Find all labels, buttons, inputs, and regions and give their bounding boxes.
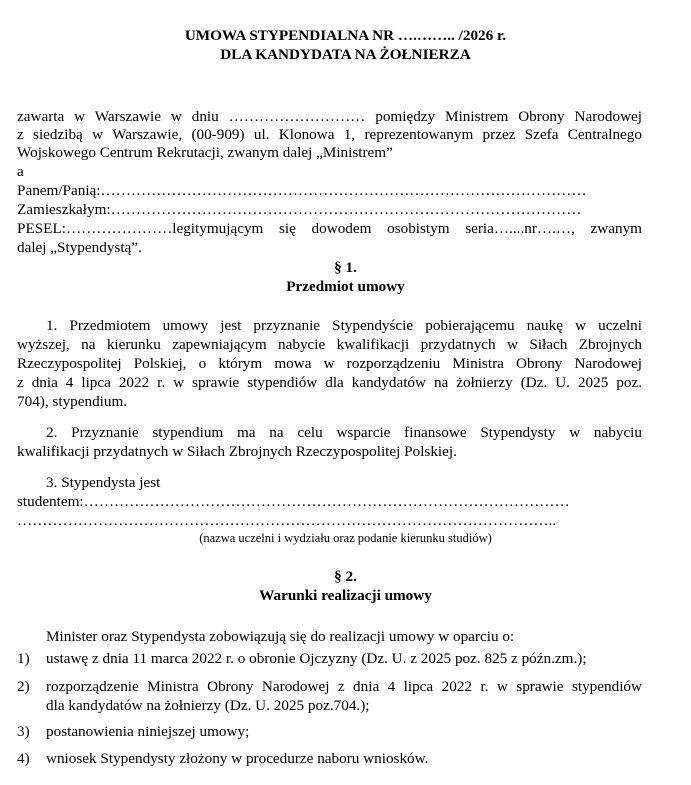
section1-p3-student: studentem:…………………………………………………………………………………… xyxy=(17,493,570,510)
intro-line-4: a xyxy=(17,163,24,180)
section1-p1-line2: wyższej, na kierunku zapewniającym nabycie kwalifikacji przydatnych w Siłach Zbrojnych xyxy=(17,336,642,353)
intro-line-1: zawarta w Warszawie w dniu ……………………… pomiędzy Ministrem Obrony Narodowej xyxy=(17,108,642,125)
list-item-1-text: ustawę z dnia 11 marca 2022 r. o obronie Ojczyzny (Dz. U. z 2025 poz. 825 z późn.zm.); xyxy=(46,650,587,667)
section1-p3-line1: 3. Stypendysta jest xyxy=(46,474,161,491)
section1-heading: Przedmiot umowy xyxy=(286,278,405,295)
list-item-2-text-line1: rozporządzenie Ministra Obrony Narodowej z dnia 4 lipca 2022 r. w sprawie stypendiów xyxy=(46,678,642,695)
intro-line-8: dalej „Stypendystą”. xyxy=(17,239,142,256)
intro-line-2: z siedzibą w Warszawie, (00-909) ul. Klonowa 1, reprezentowanym przez Szefa Centralnego xyxy=(17,126,642,143)
list-item-2-number: 2) xyxy=(17,678,30,695)
section1-number: § 1. xyxy=(334,259,357,276)
list-item-4-text: wniosek Stypendysty złożony w procedurze naboru wniosków. xyxy=(46,750,429,767)
section1-p3-note: (nazwa uczelni i wydziału oraz podanie kierunku studiów) xyxy=(199,531,492,545)
section2-number: § 2. xyxy=(334,568,357,585)
intro-line-pesel: PESEL:…………………legitymującym się dowodem osobistym seria…....nr….…, zwanym xyxy=(17,220,642,237)
section1-p2-line1: 2. Przyznanie stypendium ma na celu wsparcie finansowe Stypendysty w nabyciu xyxy=(46,424,642,441)
intro-line-3: Wojskowego Centrum Rekrutacji, zwanym dalej „Ministrem” xyxy=(17,144,393,161)
intro-line-address: Zamieszkałym:………………………………………………………………………………… xyxy=(17,201,582,218)
list-item-3-number: 3) xyxy=(17,723,30,740)
document-title-line1: UMOWA STYPENDIALNA NR ….…….. /2026 r. xyxy=(184,27,507,44)
section1-p1-line1: 1. Przedmiotem umowy jest przyznanie Stypendyście pobierającemu naukę w uczelni xyxy=(46,317,642,334)
list-item-4-number: 4) xyxy=(17,750,30,767)
list-item-1-number: 1) xyxy=(17,650,30,667)
section1-p1-line5: 704), stypendium. xyxy=(17,393,128,410)
section2-heading: Warunki realizacji umowy xyxy=(259,587,432,604)
section1-p3-dots: …………………………………………………………………………………………….. xyxy=(17,512,557,529)
list-item-2-text-line2: dla kandydatów na żołnierzy (Dz. U. 2025 poz.704.); xyxy=(46,697,370,714)
list-item-3-text: postanowienia niniejszej umowy; xyxy=(46,723,250,740)
intro-line-name: Panem/Panią:…………………………………………………………………………………… xyxy=(17,182,587,199)
section2-lead: Minister oraz Stypendysta zobowiązują się do realizacji umowy w oparciu o: xyxy=(46,628,515,645)
section1-p1-line3: Rzeczypospolitej Polskiej, o którym mowa w rozporządzeniu Ministra Obrony Narodowej xyxy=(17,355,642,372)
section1-p1-line4: z dnia 4 lipca 2022 r. w sprawie stypendiów dla kandydatów na żołnierzy (Dz. U. 2025 poz. xyxy=(17,374,642,391)
section1-p2-line2: kwalifikacji przydatnych w Siłach Zbrojnych Rzeczypospolitej Polskiej. xyxy=(17,443,457,460)
document-title-line2: DLA KANDYDATA NA ŻOŁNIERZA xyxy=(220,46,471,63)
